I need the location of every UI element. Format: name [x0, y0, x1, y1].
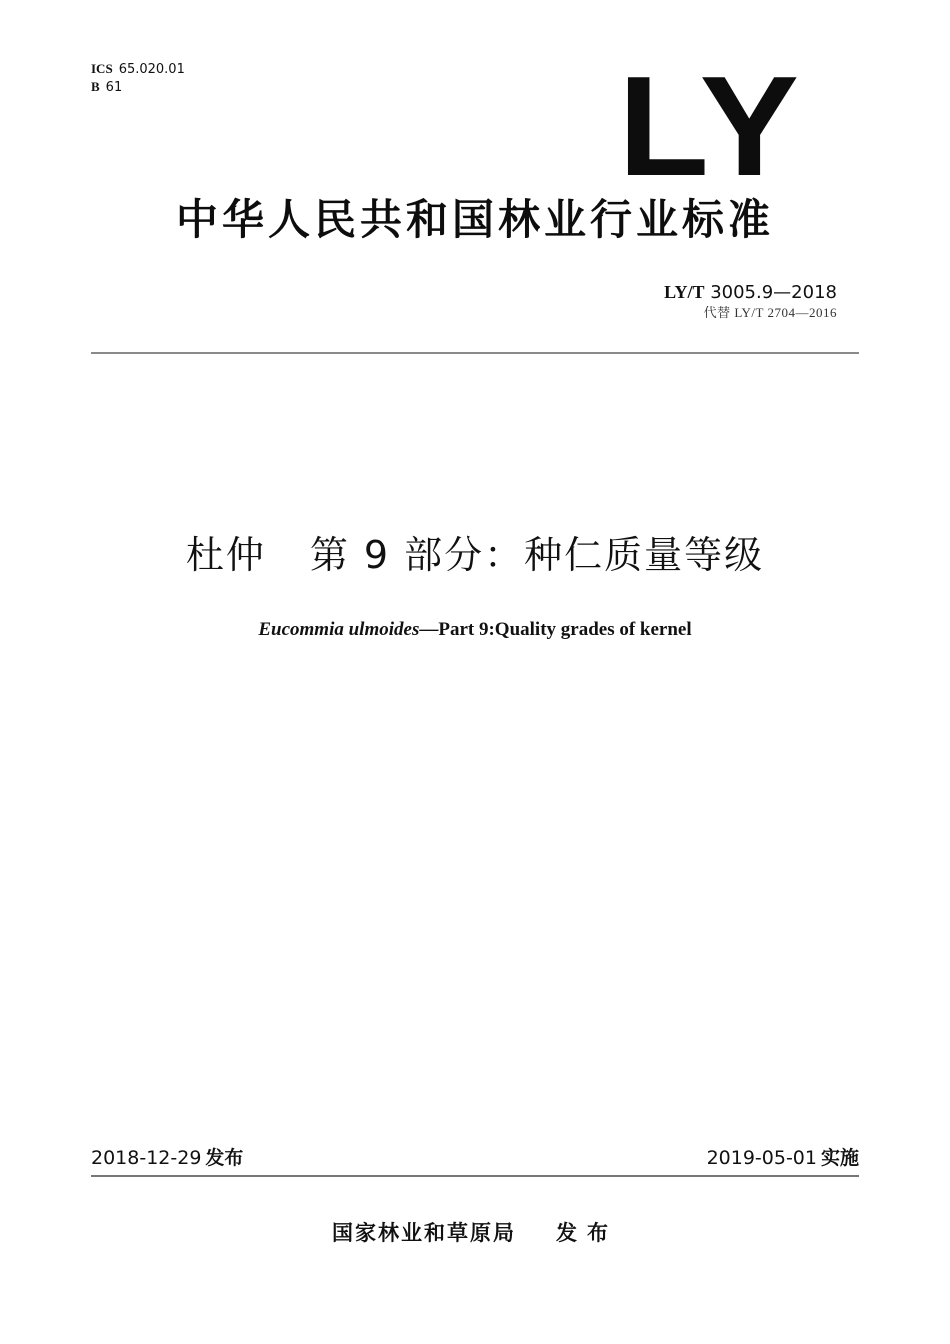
ccs-code	[91, 78, 185, 96]
issue-date-value: 2018-12-29	[91, 1147, 202, 1169]
issue-date-word: 发布	[205, 1147, 244, 1169]
standard-logo: LY	[618, 47, 804, 206]
standard-number-block	[664, 280, 837, 321]
title-en-rest: —Part 9:Quality grades of kernel	[419, 619, 692, 640]
ics-code	[91, 60, 185, 78]
header-divider	[91, 352, 859, 354]
ics-value: 65.020.01	[118, 62, 185, 77]
document-title-chinese	[0, 530, 950, 580]
standard-prefix: LY/T	[664, 282, 705, 302]
effective-date	[707, 1146, 859, 1170]
title-species: 杜仲	[185, 533, 266, 577]
issuer-name: 国家林业和草原局	[332, 1221, 516, 1245]
issue-date	[91, 1146, 243, 1170]
title-part: 第 9 部分：种仁质量等级	[309, 533, 765, 577]
document-title-english	[0, 617, 950, 643]
ccs-label: B	[91, 79, 100, 94]
standard-category-banner: 中华人民共和国林业行业标准	[175, 195, 774, 244]
standard-code: 3005.9—2018	[710, 282, 837, 303]
issuing-authority	[0, 1219, 950, 1247]
standard-number	[664, 280, 837, 305]
classification-codes	[91, 60, 185, 96]
ics-label: ICS	[91, 61, 113, 76]
issuer-action: 发布	[556, 1221, 618, 1245]
effective-date-word: 实施	[820, 1147, 859, 1169]
footer-divider	[91, 1175, 859, 1177]
effective-date-value: 2019-05-01	[706, 1147, 817, 1169]
replaces-standard: 代替 LY/T 2704—2016	[703, 305, 837, 320]
ccs-value: 61	[105, 80, 123, 95]
title-en-species: Eucommia ulmoides	[258, 619, 420, 640]
